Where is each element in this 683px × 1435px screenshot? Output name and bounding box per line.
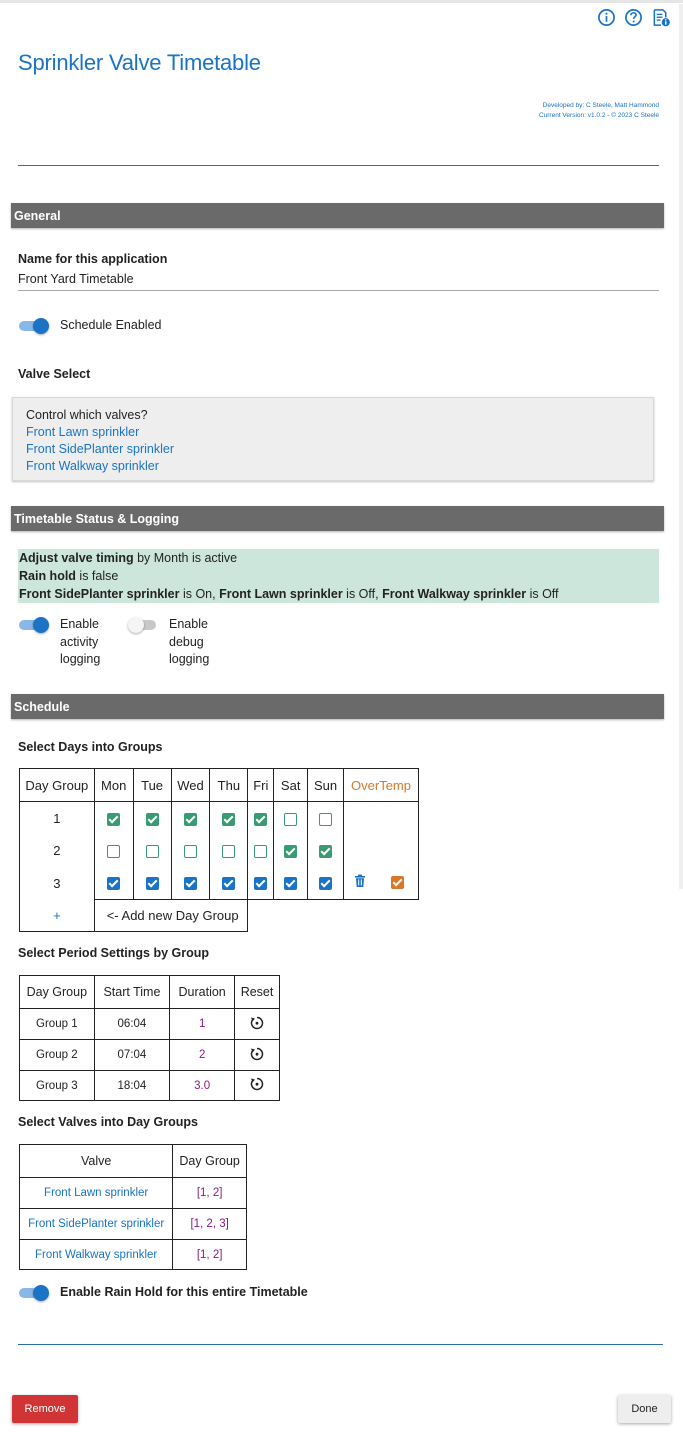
valve-option-front-sideplanter[interactable]: Front SidePlanter sprinkler (26, 442, 174, 456)
checkbox-checked[interactable] (284, 877, 297, 890)
section-status-logging[interactable]: Timetable Status & Logging (11, 506, 664, 531)
table-row (20, 802, 419, 835)
header-day-group: Day Group (173, 1145, 247, 1178)
group2-sat[interactable] (274, 835, 308, 867)
group1-sat[interactable] (274, 802, 308, 835)
period-group: Group 2 (20, 1040, 95, 1071)
add-group-row (20, 900, 419, 932)
reset-icon[interactable] (250, 1052, 264, 1064)
header-day-group: Day Group (20, 769, 95, 802)
reset-cell (235, 1071, 280, 1101)
valve-name[interactable]: Front SidePlanter sprinkler (20, 1209, 173, 1240)
add-group-button[interactable]: + (20, 900, 95, 932)
status-valve-name: Front Walkway sprinkler (382, 587, 527, 601)
checkbox-unchecked[interactable] (319, 813, 332, 826)
status-rain-bold: Rain hold (19, 569, 76, 583)
checkbox-checked[interactable] (319, 845, 332, 858)
header-mon: Mon (94, 769, 133, 802)
checkbox-checked[interactable] (184, 877, 197, 890)
debug-logging-toggle[interactable] (128, 618, 158, 632)
done-button[interactable]: Done (618, 1395, 671, 1423)
status-line-valves (19, 585, 659, 603)
period-group: Group 3 (20, 1071, 95, 1101)
table-row (20, 1009, 280, 1040)
trash-icon[interactable] (353, 874, 367, 891)
period-header-row (20, 976, 280, 1009)
debug-logging-label-3: logging (169, 652, 210, 666)
group3-fri[interactable] (248, 867, 274, 900)
table-row (20, 1209, 247, 1240)
header-sat: Sat (274, 769, 308, 802)
group3-wed[interactable] (171, 867, 210, 900)
checkbox-checked[interactable] (146, 813, 159, 826)
valve-groups-table (19, 1144, 247, 1270)
group2-thu[interactable] (210, 835, 248, 867)
group1-thu[interactable] (210, 802, 248, 835)
valve-select-label: Valve Select (18, 367, 91, 381)
section-schedule[interactable]: Schedule (11, 694, 664, 719)
checkbox-checked[interactable] (107, 877, 120, 890)
activity-logging-toggle[interactable] (19, 618, 49, 632)
group1-actions (344, 802, 419, 835)
period-duration[interactable]: 3.0 (170, 1071, 235, 1101)
valve-option-front-lawn[interactable]: Front Lawn sprinkler (26, 425, 140, 439)
schedule-enabled-label: Schedule Enabled (60, 318, 162, 332)
checkbox-unchecked[interactable] (184, 845, 197, 858)
header-tue: Tue (133, 769, 171, 802)
add-group-label: <- Add new Day Group (94, 900, 248, 932)
toggle-knob (33, 318, 49, 334)
status-valve-name: Front Lawn sprinkler (219, 587, 343, 601)
status-valve-name: Front SidePlanter sprinkler (19, 587, 180, 601)
header-valve: Valve (20, 1145, 173, 1178)
help-icon[interactable] (624, 8, 643, 27)
table-row (20, 1040, 280, 1071)
debug-logging-label-1: Enable (169, 617, 208, 631)
activity-logging-label (60, 616, 100, 669)
header-start-time: Start Time (94, 976, 170, 1009)
add-group-empty (248, 900, 419, 932)
period-duration[interactable]: 2 (170, 1040, 235, 1071)
valve-question: Control which valves? (26, 408, 148, 422)
status-line-timing (19, 549, 659, 567)
valve-day-groups[interactable]: [1, 2] (173, 1178, 247, 1209)
overtemp-checkbox[interactable] (391, 876, 404, 889)
header-day-group: Day Group (20, 976, 95, 1009)
header-duration: Duration (170, 976, 235, 1009)
period-start-time[interactable]: 18:04 (94, 1071, 170, 1101)
checkbox-checked[interactable] (222, 877, 235, 890)
checkbox-checked[interactable] (146, 877, 159, 890)
toggle-knob (33, 617, 49, 633)
reset-cell (235, 1040, 280, 1071)
group1-mon[interactable] (94, 802, 133, 835)
checkbox-unchecked[interactable] (222, 845, 235, 858)
checkbox-checked[interactable] (284, 845, 297, 858)
valve-select-box[interactable] (12, 397, 654, 481)
reset-cell (235, 1009, 280, 1040)
top-border (0, 0, 683, 3)
valve-name[interactable]: Front Walkway sprinkler (20, 1240, 173, 1270)
period-group: Group 1 (20, 1009, 95, 1040)
valve-day-groups[interactable]: [1, 2, 3] (173, 1209, 247, 1240)
toggle-knob (128, 617, 144, 633)
checkbox-unchecked[interactable] (284, 813, 297, 826)
activity-logging-label-3: logging (60, 652, 101, 666)
checkbox-checked[interactable] (107, 813, 120, 826)
group3-tue[interactable] (133, 867, 171, 900)
period-start-time[interactable]: 07:04 (94, 1040, 170, 1071)
debug-logging-label (169, 616, 209, 669)
checkbox-checked[interactable] (319, 877, 332, 890)
valve-day-groups[interactable]: [1, 2] (173, 1240, 247, 1270)
document-info-icon[interactable] (651, 8, 671, 27)
group1-tue[interactable] (133, 802, 171, 835)
status-valve-state: is Off, (342, 587, 383, 601)
header-wed: Wed (171, 769, 210, 802)
checkbox-checked[interactable] (222, 813, 235, 826)
valve-groups-header-row (20, 1145, 247, 1178)
day-groups-table (19, 768, 419, 932)
header-reset: Reset (235, 976, 280, 1009)
credits-developers: Developed by: C Steele, Matt Hammond (542, 102, 659, 109)
credits (539, 101, 659, 121)
name-label: Name for this application (18, 252, 168, 266)
checkbox-checked[interactable] (184, 813, 197, 826)
table-row (20, 867, 419, 900)
group2-mon[interactable] (94, 835, 133, 867)
group2-sun[interactable] (308, 835, 344, 867)
remove-button[interactable]: Remove (12, 1395, 78, 1423)
rain-hold-toggle[interactable] (19, 1286, 49, 1300)
group3-sun[interactable] (308, 867, 344, 900)
table-row (20, 835, 419, 867)
debug-logging-label-2: debug (169, 634, 204, 649)
valves-groups-title: Select Valves into Day Groups (18, 1115, 198, 1129)
reset-icon[interactable] (250, 1021, 264, 1033)
status-valve-state: is Off (526, 587, 559, 601)
group3-thu[interactable] (210, 867, 248, 900)
period-settings-table (19, 975, 280, 1101)
footer-divider (18, 1344, 663, 1345)
group3-actions (344, 867, 419, 900)
header-overtemp: OverTemp (344, 769, 419, 802)
group2-wed[interactable] (171, 835, 210, 867)
status-valve-state: is On, (179, 587, 220, 601)
status-box (18, 549, 659, 603)
group1-fri[interactable] (248, 802, 274, 835)
schedule-enabled-toggle[interactable] (19, 319, 49, 333)
group1-sun[interactable] (308, 802, 344, 835)
group2-fri[interactable] (248, 835, 274, 867)
info-icon[interactable] (597, 8, 616, 27)
day-group-number: 3 (20, 867, 95, 900)
checkbox-unchecked[interactable] (146, 845, 159, 858)
scrollbar[interactable] (679, 4, 683, 889)
header-fri: Fri (248, 769, 274, 802)
status-rain-rest: is false (75, 569, 119, 583)
header-thu: Thu (210, 769, 248, 802)
toggle-knob (33, 1285, 49, 1301)
checkbox-checked[interactable] (254, 877, 267, 890)
section-general[interactable]: General (11, 203, 664, 228)
status-line-rain (19, 567, 659, 585)
day-group-number: 2 (20, 835, 95, 867)
table-row (20, 1071, 280, 1101)
table-row (20, 1178, 247, 1209)
checkbox-unchecked[interactable] (107, 845, 120, 858)
table-row (20, 1240, 247, 1270)
activity-logging-label-2: activity (60, 634, 99, 649)
group2-actions (344, 835, 419, 867)
period-start-time[interactable]: 06:04 (94, 1009, 170, 1040)
group1-wed[interactable] (171, 802, 210, 835)
header-divider (18, 165, 659, 166)
status-timing-rest: by Month is active (133, 551, 238, 565)
valve-name[interactable]: Front Lawn sprinkler (20, 1178, 173, 1209)
group3-mon[interactable] (94, 867, 133, 900)
period-duration[interactable]: 1 (170, 1009, 235, 1040)
name-input[interactable]: Front Yard Timetable (18, 272, 659, 291)
credits-version: Current Version: v1.0.2 - © 2023 C Steele (538, 112, 659, 119)
group3-sat[interactable] (274, 867, 308, 900)
checkbox-checked[interactable] (254, 813, 267, 826)
checkbox-unchecked[interactable] (254, 845, 267, 858)
status-timing-bold: Adjust valve timing (19, 551, 134, 565)
days-title: Select Days into Groups (18, 740, 163, 754)
header-icons (597, 8, 671, 27)
period-title: Select Period Settings by Group (18, 946, 210, 960)
valve-option-front-walkway[interactable]: Front Walkway sprinkler (26, 459, 159, 473)
day-groups-header-row (20, 769, 419, 802)
rain-hold-label: Enable Rain Hold for this entire Timetable (60, 1285, 308, 1299)
reset-icon[interactable] (250, 1082, 264, 1094)
activity-logging-label-1: Enable (60, 617, 99, 631)
day-group-number: 1 (20, 802, 95, 835)
header-sun: Sun (308, 769, 344, 802)
group2-tue[interactable] (133, 835, 171, 867)
page-title: Sprinkler Valve Timetable (18, 50, 261, 75)
